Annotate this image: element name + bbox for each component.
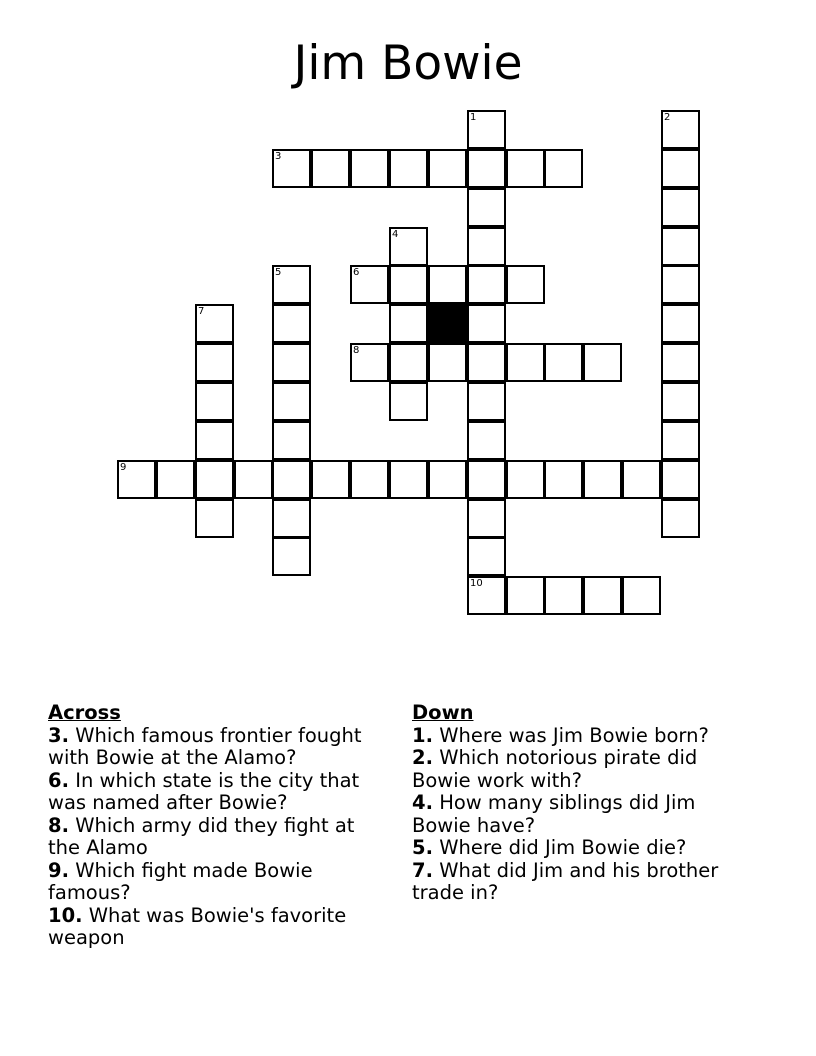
down-clue-2 [412,747,752,792]
down-clue-5 [412,837,752,860]
grid-cell[interactable] [661,421,700,460]
grid-cell[interactable] [272,499,311,538]
grid-cell[interactable] [506,460,545,499]
grid-cell[interactable] [272,421,311,460]
grid-cell[interactable] [544,576,583,615]
grid-cell[interactable] [428,460,467,499]
clue-number: 2. [412,746,433,769]
grid-cell[interactable] [583,460,622,499]
down-heading: Down [412,701,474,724]
clue-number: 4. [412,791,433,814]
across-clues [48,702,388,950]
grid-cell[interactable] [467,576,506,615]
clue-text: Which army did they fight at the Alamo [48,813,355,859]
grid-cell[interactable] [661,343,700,382]
cell-number: 5 [275,267,282,278]
clue-number: 9. [48,858,69,882]
grid-cell[interactable] [350,343,389,382]
down-clue-7 [412,860,752,905]
cell-number: 4 [392,229,399,240]
grid-cell[interactable] [583,576,622,615]
grid-cell[interactable] [389,304,428,343]
clue-text: Where did Jim Bowie die? [439,836,687,859]
puzzle-title: Jim Bowie [293,36,523,91]
clue-text: What was Bowie's favorite weapon [48,903,347,949]
across-clue-6 [48,770,388,815]
grid-cell[interactable] [467,382,506,421]
grid-cell[interactable] [389,460,428,499]
clue-number: 6. [48,768,69,792]
grid-cell[interactable] [389,227,428,266]
grid-cell[interactable] [195,460,234,499]
grid-cell[interactable] [467,265,506,304]
grid-cell[interactable] [583,343,622,382]
grid-cell[interactable] [467,421,506,460]
grid-cell[interactable] [389,149,428,188]
grid-cell[interactable] [272,304,311,343]
grid-cell[interactable] [195,304,234,343]
grid-cell[interactable] [195,343,234,382]
clue-number: 1. [412,723,433,747]
grid-cell[interactable] [272,537,311,576]
grid-cell[interactable] [311,460,350,499]
grid-cell[interactable] [544,460,583,499]
grid-cell[interactable] [350,460,389,499]
cell-number: 2 [664,112,671,123]
grid-cell[interactable] [428,343,467,382]
grid-cell[interactable] [272,265,311,304]
clue-text: In which state is the city that was named after Bowie? [48,768,360,814]
across-clue-9 [48,860,388,905]
cell-number: 1 [470,112,477,123]
down-clue-4 [412,792,752,837]
clue-text: Which fight made Bowie famous? [48,858,313,904]
grid-cell[interactable] [272,149,311,188]
grid-cell[interactable] [428,265,467,304]
grid-cell[interactable] [467,149,506,188]
grid-cell[interactable] [389,382,428,421]
clue-text: How many siblings did Jim Bowie have? [412,791,696,837]
grid-cell[interactable] [467,110,506,149]
across-heading: Across [48,701,121,724]
grid-cell[interactable] [506,265,545,304]
grid-cell[interactable] [389,343,428,382]
grid-cell[interactable] [272,460,311,499]
grid-cell[interactable] [467,460,506,499]
down-clues [412,702,752,905]
grid-cell[interactable] [389,265,428,304]
grid-cell[interactable] [544,149,583,188]
grid-cell[interactable] [428,149,467,188]
grid-cell[interactable] [272,382,311,421]
clue-number: 8. [48,813,69,837]
grid-cell[interactable] [661,499,700,538]
cell-number: 10 [470,578,483,589]
clue-text: Which notorious pirate did Bowie work with? [412,746,698,792]
across-clue-8 [48,815,388,860]
grid-cell[interactable] [661,227,700,266]
grid-cell[interactable] [661,304,700,343]
grid-cell[interactable] [467,537,506,576]
clue-number: 5. [412,836,433,859]
grid-cell[interactable] [467,304,506,343]
grid-cell[interactable] [467,343,506,382]
grid-cell[interactable] [544,343,583,382]
grid-cell[interactable] [195,499,234,538]
grid-cell[interactable] [661,382,700,421]
clue-text: Where was Jim Bowie born? [439,723,709,747]
grid-cell[interactable] [272,343,311,382]
across-clue-10 [48,905,388,950]
grid-cell[interactable] [195,421,234,460]
grid-cell[interactable] [467,499,506,538]
grid-cell[interactable] [622,576,661,615]
grid-cell[interactable] [661,188,700,227]
grid-cell[interactable] [467,227,506,266]
grid-cell[interactable] [622,460,661,499]
grid-cell[interactable] [117,460,156,499]
grid-cell[interactable] [311,149,350,188]
black-cell [428,304,467,343]
cell-number: 6 [353,267,360,278]
grid-cell[interactable] [506,576,545,615]
clue-number: 10. [48,903,83,927]
cell-number: 3 [275,151,282,162]
grid-cell[interactable] [195,382,234,421]
cell-number: 7 [198,306,205,317]
grid-cell[interactable] [661,149,700,188]
grid-cell[interactable] [234,460,273,499]
grid-cell[interactable] [661,460,700,499]
clue-number: 7. [412,858,433,882]
cell-number: 9 [120,462,127,473]
grid-cell[interactable] [467,188,506,227]
clue-number: 3. [48,723,69,747]
grid-cell[interactable] [661,110,700,149]
cell-number: 8 [353,345,360,356]
across-clue-3 [48,725,388,770]
grid-cell[interactable] [506,343,545,382]
grid-cell[interactable] [156,460,195,499]
grid-cell[interactable] [350,265,389,304]
grid-cell[interactable] [661,265,700,304]
clue-text: What did Jim and his brother trade in? [412,858,719,904]
grid-cell[interactable] [506,149,545,188]
down-clue-1 [412,725,752,748]
grid-cell[interactable] [350,149,389,188]
clue-text: Which famous frontier fought with Bowie at the Alamo? [48,723,362,769]
